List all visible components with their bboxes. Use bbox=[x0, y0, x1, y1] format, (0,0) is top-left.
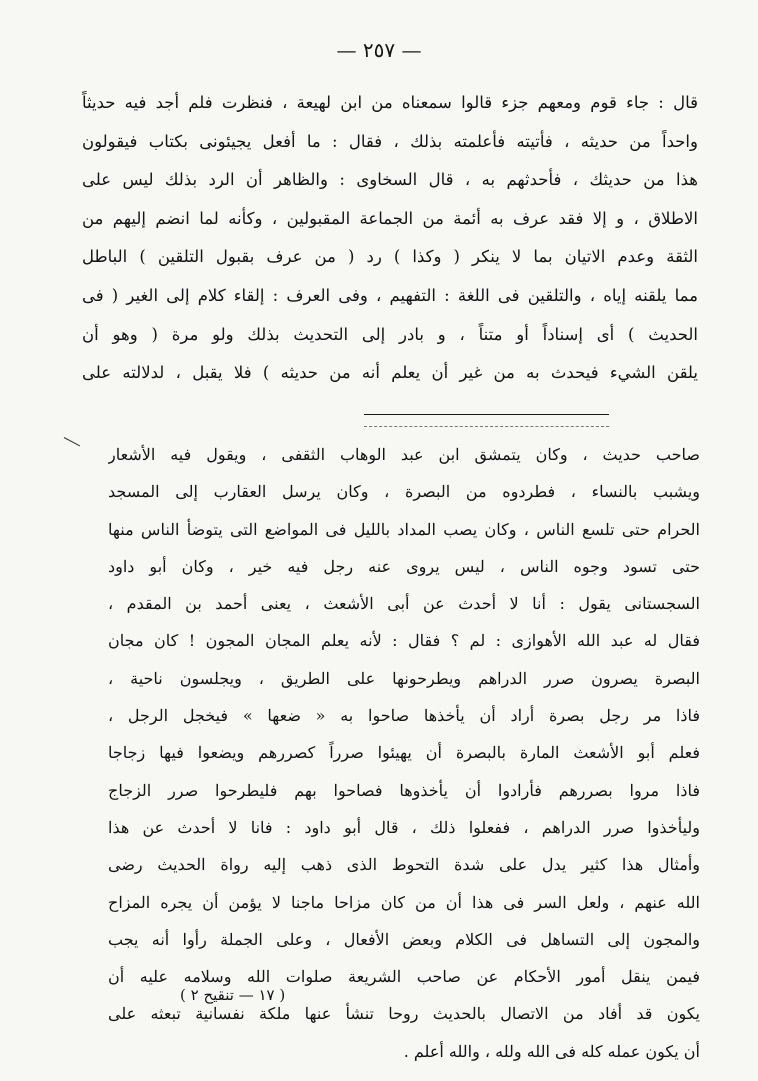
text-line: يلقن الشيء فيحدث به من غير أن يعلم أنه من حديثه ) فلا يقبل ، لدلالته على bbox=[82, 363, 698, 383]
text-line: فيمن ينقل أمور الأحكام عن صاحب الشريعة صلوات الله وسلامه عليه أن bbox=[108, 967, 700, 987]
text-line: والمجون إلى التساهل فى الكلام وبعض الأفعال ، وعلى الجملة رأوا أنه يجب bbox=[108, 929, 700, 949]
text-line: يكون قد أفاد من الاتصال بالحديث روحا تنشأ عنها ملكة نفسانية تبعثه على bbox=[108, 1004, 700, 1024]
text-line: الحديث ) أى إسناداً أو متناً ، و بادر إلى التحديث بذلك ولو مرة ( وهو أن bbox=[82, 324, 698, 344]
text-line: حتى تسود وجوه الناس ، ليس يروى عنه رجل فيه خير ، وكان أبو داود bbox=[108, 556, 700, 576]
text-line: فعلم أبو الأشعث المارة بالبصرة أن يهيئوا صرراً كصررهم ويضعوا فيها زجاجا bbox=[108, 743, 700, 763]
text-line: مما يلقنه إياه ، والتلقين فى اللغة : التفهيم ، وفى العرف : إلقاء كلام إلى الغير ( فى bbox=[82, 285, 698, 305]
page-number: — ٢٥٧ — bbox=[336, 38, 422, 62]
text-line: البصرة يصرون صرر الدراهم ويطرحونها على الطريق ، ويجلسون ناحية ، bbox=[108, 668, 700, 688]
text-line: هذا من حديثك ، فأحدثهم به ، قال السخاوى : والظاهر أن الرد بذلك ليس على bbox=[82, 170, 698, 190]
text-line: ويشبب بالنساء ، فطردوه من البصرة ، وكان يرسل العقارب إلى المسجد bbox=[108, 482, 700, 502]
text-line: قال : جاء قوم ومعهم جزء قالوا سمعناه من ابن لهيعة ، فنظرت فلم أجد فيه حديثاً bbox=[82, 93, 698, 112]
text-line: صاحب حديث ، وكان يتمشق ابن عبد الوهاب الثقفى ، ويقول فيه الأشعار bbox=[108, 445, 700, 464]
top-paragraph bbox=[82, 84, 698, 393]
text-line: أن يكون عمله كله فى الله ولله ، والله أعلم . bbox=[403, 1041, 700, 1061]
footnote-separator bbox=[364, 414, 609, 415]
text-line: فقال له عبد الله الأهوازى : لم ؟ فقال : لأنه يعلم المجان المجون ! كان مجان bbox=[108, 631, 700, 651]
text-line: السجستانى يقول : أنا لا أحدث عن أبى الأشعث ، يعنى أحمد بن المقدم ، bbox=[108, 594, 700, 614]
margin-mark bbox=[64, 437, 80, 446]
text-line: الله عنهم ، ولعل السر فى هذا أن من كان مزاحا ماجنا لا يؤمن أن يجره المزاح bbox=[108, 892, 700, 912]
text-line: الحرام حتى تلسع الناس ، وكان يصب المداد بالليل فى المواضع التى يتوضأ الناس منها bbox=[108, 519, 700, 539]
text-line: فاذا مر رجل بصرة أراد أن يأخذها صاحوا به « ضعها » فيخجل الرجل ، bbox=[108, 706, 700, 726]
footnote-separator-dashed bbox=[364, 426, 609, 427]
text-line: الاطلاق ، و إلا فقد عرف به أئمة من الجماعة المقبولين ، وكأنه لما انضم إليهم من bbox=[82, 208, 698, 228]
bottom-paragraph bbox=[108, 436, 700, 1070]
text-line: الثقة وعدم الاتيان بما لا ينكر ( وكذا ) رد ( من عرف بقبول التلقين ) الباطل bbox=[82, 247, 698, 267]
text-line: وأمثال هذا كثير يدل على شدة التحوط الذى ذهب إليه رواة الحديث رضى bbox=[108, 855, 700, 875]
text-line: واحداً من حديثه ، فأتيته فأعلمته بذلك ، فقال : ما أفعل يجيئونى بكتاب فيقولون bbox=[82, 131, 698, 151]
text-line: فاذا مروا بصررهم فأرادوا أن يأخذوها فصاحوا بهم فليطرحوا صرر الزجاج bbox=[108, 780, 700, 800]
text-line: وليأخذوا صرر الدراهم ، ففعلوا ذلك ، قال أبو داود : فانا لا أحدث عن هذا bbox=[108, 817, 700, 837]
printer-signature: ( ١٧ — تنقيح ٢ ) bbox=[180, 986, 286, 1004]
